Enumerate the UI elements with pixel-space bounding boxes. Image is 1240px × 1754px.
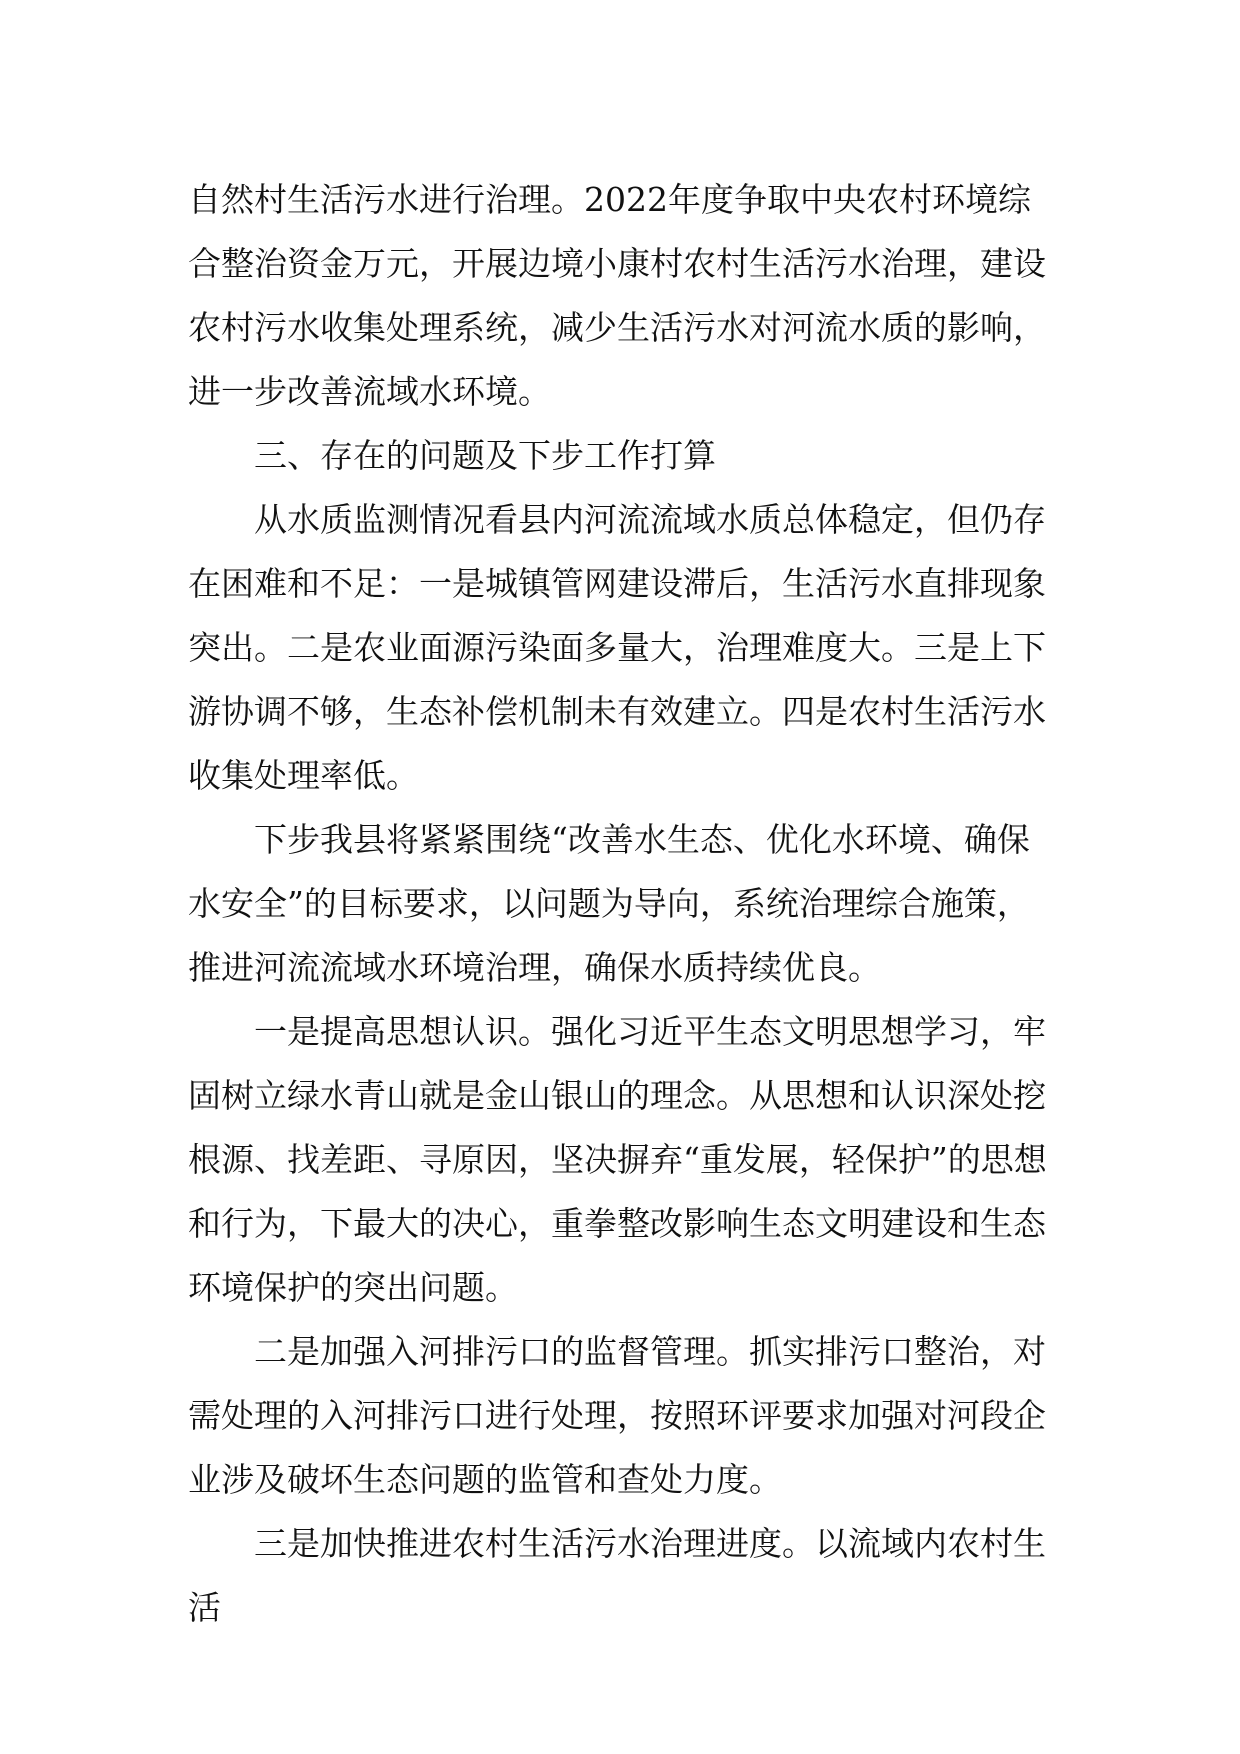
paragraph-raise-awareness: 一是提高思想认识。强化习近平生态文明思想学习，牢固树立绿水青山就是金山银山的理念。从思想和认识深处挖根源、找差距、寻原因，坚决摒弃“重发展，轻保护”的思想和行为，下最大的决心，重拳整改影响生态文明建设和生态环境保护的突出问题。 [188,1012,1047,1307]
document-body [188,168,1054,1640]
paragraph-existing-problems: 从水质监测情况看县内河流流域水质总体稳定，但仍存在困难和不足：一是城镇管网建设滞后，生活污水直排现象突出。二是农业面源污染面多量大，治理难度大。三是上下游协调不够，生态补偿机制未有效建立。四是农村生活污水收集处理率低。 [188,500,1046,795]
section-heading-problems-and-plans: 三、存在的问题及下步工作打算 [254,436,716,475]
paragraph-rural-sewage-funding: 自然村生活污水进行治理。2022年度争取中央农村环境综合整治资金万元，开展边境小康村农村生活污水治理，建设农村污水收集处理系统，减少生活污水对河流水质的影响，进一步改善流域水环境。 [188,180,1046,411]
paragraph-rural-sewage-progress: 三是加快推进农村生活污水治理进度。以流域内农村生活 [188,1524,1046,1627]
paragraph-outfall-supervision: 二是加强入河排污口的监督管理。抓实排污口整治，对需处理的入河排污口进行处理，按照环评要求加强对河段企业涉及破坏生态问题的监管和查处力度。 [188,1332,1046,1499]
paragraph-next-steps-goal: 下步我县将紧紧围绕“改善水生态、优化水环境、确保水安全”的目标要求，以问题为导向，系统治理综合施策，推进河流流域水环境治理，确保水质持续优良。 [188,820,1030,987]
